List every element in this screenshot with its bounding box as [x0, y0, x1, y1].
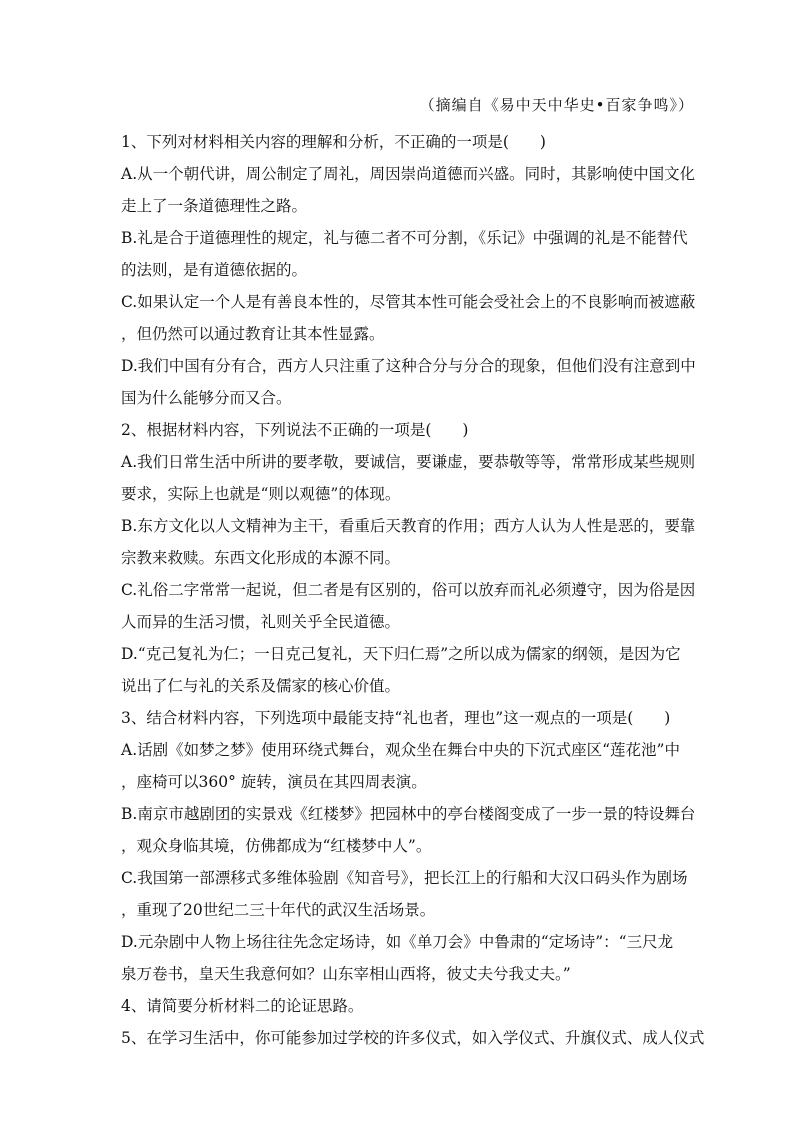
- text-line: ，观众身临其境，仿佛都成为“红楼梦中人”。: [121, 837, 432, 855]
- source-citation: （摘编自《易中天中华史•百家争鸣》）: [419, 96, 694, 114]
- text-line: D.我们中国有分有合，西方人只注重了这种合分与分合的现象，但他们没有注意到中: [121, 357, 696, 375]
- text-line: 宗教来救赎。东西文化形成的本源不同。: [121, 549, 401, 567]
- text-line: B.南京市越剧团的实景戏《红楼梦》把园林中的亭台楼阁变成了一步一景的特设舞台: [121, 805, 696, 823]
- text-line: A.话剧《如梦之梦》使用环绕式舞台，观众坐在舞台中央的下沉式座区“莲花池”中: [121, 741, 680, 759]
- text-line: ，但仍然可以通过教育让其本性显露。: [121, 325, 385, 343]
- text-line: 要求，实际上也就是“则以观德”的体现。: [121, 485, 401, 503]
- text-line: C.我国第一部漂移式多维体验剧《知音号》，把长江上的行船和大汉口码头作为剧场: [121, 869, 688, 887]
- text-line: 4、请简要分析材料二的论证思路。: [121, 997, 364, 1015]
- text-line: ，重现了20世纪二三十年代的武汉生活场景。: [121, 901, 436, 919]
- text-line: A.从一个朝代讲，周公制定了周礼，周因崇尚道德而兴盛。同时，其影响使中国文化: [121, 165, 696, 183]
- text-line: A.我们日常生活中所讲的要孝敬，要诚信，要谦虚，要恭敬等等，常常形成某些规则: [121, 453, 696, 471]
- text-line: C.如果认定一个人是有善良本性的，尽管其本性可能会受社会上的不良影响而被遮蔽: [121, 293, 696, 311]
- text-line: ，座椅可以360° 旋转，演员在其四周表演。: [121, 773, 427, 791]
- text-line: 的法则，是有道德依据的。: [121, 261, 308, 279]
- text-line: D.元杂剧中人物上场往往先念定场诗，如《单刀会》中鲁肃的“定场诗”：“三尺龙: [121, 933, 674, 951]
- text-line: C.礼俗二字常常一起说，但二者是有区别的，俗可以放弃而礼必须遵守，因为俗是因: [121, 581, 696, 599]
- text-line: D.“克己复礼为仁；一日克己复礼，天下归仁焉”之所以成为儒家的纲领，是因为它: [121, 645, 681, 663]
- text-line: 泉万卷书，皇天生我意何如？山东宰相山西将，彼丈夫兮我丈夫。”: [121, 965, 571, 983]
- text-line: 国为什么能够分而又合。: [121, 389, 292, 407]
- text-line: 3、结合材料内容，下列选项中最能支持“礼也者，理也”这一观点的一项是( ): [121, 709, 671, 727]
- text-line: 2、根据材料内容，下列说法不正确的一项是( ): [121, 421, 469, 439]
- text-line: 5、在学习生活中，你可能参加过学校的许多仪式，如入学仪式、升旗仪式、成人仪式: [121, 1029, 705, 1047]
- text-line: 说出了仁与礼的关系及儒家的核心价值。: [121, 677, 401, 695]
- text-line: 走上了一条道德理性之路。: [121, 197, 308, 215]
- question-text-body: [121, 126, 705, 1054]
- text-line: B.东方文化以人文精神为主干，看重后天教育的作用；西方人认为人性是恶的，要靠: [121, 517, 696, 535]
- text-line: 人而异的生活习惯，礼则关乎全民道德。: [121, 613, 401, 631]
- text-line: B.礼是合于道德理性的规定，礼与德二者不可分割，《乐记》中强调的礼是不能替代: [121, 229, 688, 247]
- text-line: 1、下列对材料相关内容的理解和分析，不正确的一项是( ): [121, 133, 546, 151]
